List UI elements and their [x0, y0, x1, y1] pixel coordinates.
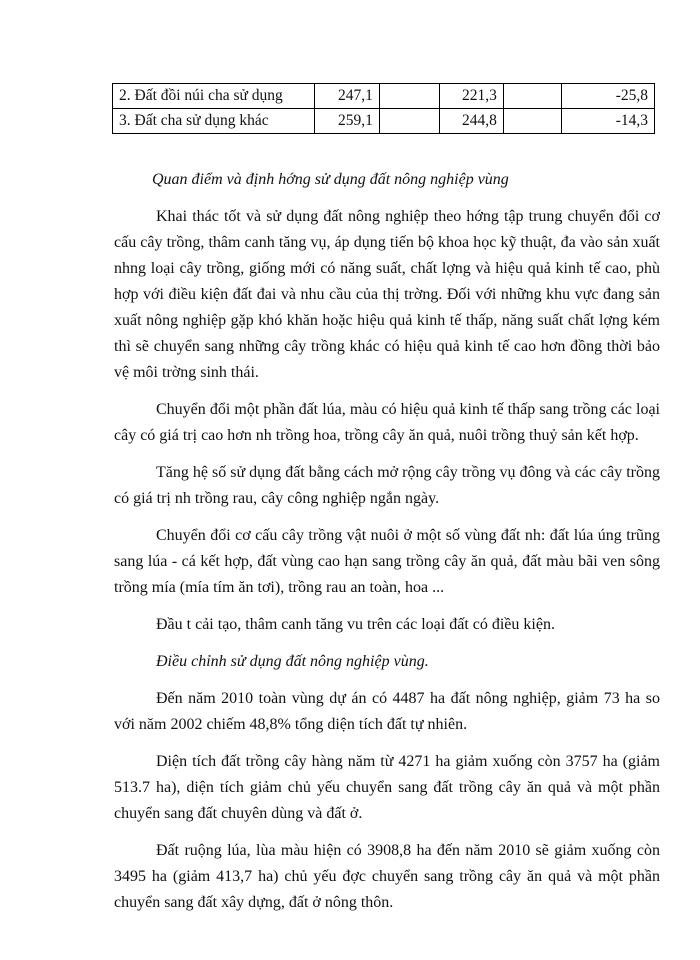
paragraph: Đầu t cải tạo, thâm canh tăng vu trên các loại đất có điều kiện. [156, 616, 555, 633]
table-row [113, 84, 655, 109]
table-row [113, 109, 655, 134]
table-cell-value: 221,3 [440, 84, 504, 109]
table-cell-value: -25,8 [562, 84, 655, 109]
section-heading: Quan điểm và định hớng sử dụng đất nông nghiệp vùng [152, 171, 509, 188]
paragraph: Tăng hệ số sử dụng đất bằng cách mở rộng cây trồng vụ đông và các cây trồng có giá trị nh trồng rau, cây công nghiệp ngắn ngày. [114, 464, 660, 507]
body-text [114, 167, 660, 927]
table-cell-empty [503, 84, 562, 109]
table-cell-value: 247,1 [314, 84, 379, 109]
table-cell-empty [503, 109, 562, 134]
paragraph: Chuyển đổi cơ cấu cây trồng vật nuôi ở một số vùng đất nh: đất lúa úng trũng sang lúa - cá kết hợp, đất vùng cao hạn sang trồng cây ăn quả, đất màu bãi ven sông trồng mía (mía tím ăn tơi), trồng rau an toàn, hoa ... [114, 527, 660, 596]
table-cell-value: -14,3 [562, 109, 655, 134]
table-cell-empty [379, 84, 439, 109]
table-cell-value: 259,1 [314, 109, 379, 134]
table-cell-empty [379, 109, 439, 134]
paragraph: Diện tích đất trồng cây hàng năm từ 4271 ha giảm xuống còn 3757 ha (giảm 513.7 ha), diện tích giảm chủ yếu chuyển sang đất trồng cây ăn quả và một phần chuyển sang đất chuyên dùng và đất ở. [114, 753, 660, 822]
table-cell-label: 2. Đất đồi núi cha sử dụng [113, 84, 315, 109]
land-use-table [112, 83, 655, 134]
table-cell-label: 3. Đất cha sử dụng khác [113, 109, 315, 134]
section-heading: Điều chỉnh sử dụng đất nông nghiệp vùng. [156, 653, 429, 670]
paragraph: Đến năm 2010 toàn vùng dự án có 4487 ha đất nông nghiệp, giảm 73 ha so với năm 2002 chiếm 48,8% tổng diện tích đất tự nhiên. [114, 690, 660, 733]
paragraph: Khai thác tốt và sử dụng đất nông nghiệp theo hớng tập trung chuyển đổi cơ cấu cây trồng, thâm canh tăng vụ, áp dụng tiến bộ khoa học kỹ thuật, đa vào sản xuất nhng loại cây trồng, giống mới có năng suất, chất lợng và hiệu quả kinh tế cao, phù hợp với điều kiện đất đai và nhu cầu của thị trờng. Đối với những khu vực đang sản xuất nông nghiệp gặp khó khăn hoặc hiệu quả kinh tế thấp, năng suất chất lợng kém thì sẽ chuyển sang những cây trồng khác có hiệu quả kinh tế cao hơn đồng thời bảo vệ môi trờng sinh thái. [114, 208, 660, 381]
table-cell-value: 244,8 [440, 109, 504, 134]
paragraph: Đất ruộng lúa, lùa màu hiện có 3908,8 ha đến năm 2010 sẽ giảm xuống còn 3495 ha (giảm 413,7 ha) chủ yếu đợc chuyển sang trồng cây ăn quả và một phần chuyển sang đất xây dựng, đất ở nông thôn. [114, 842, 660, 911]
paragraph: Chuyển đổi một phần đất lúa, màu có hiệu quả kinh tế thấp sang trồng các loại cây có giá trị cao hơn nh trồng hoa, trồng cây ăn quả, nuôi trồng thuỷ sản kết hợp. [114, 401, 660, 444]
